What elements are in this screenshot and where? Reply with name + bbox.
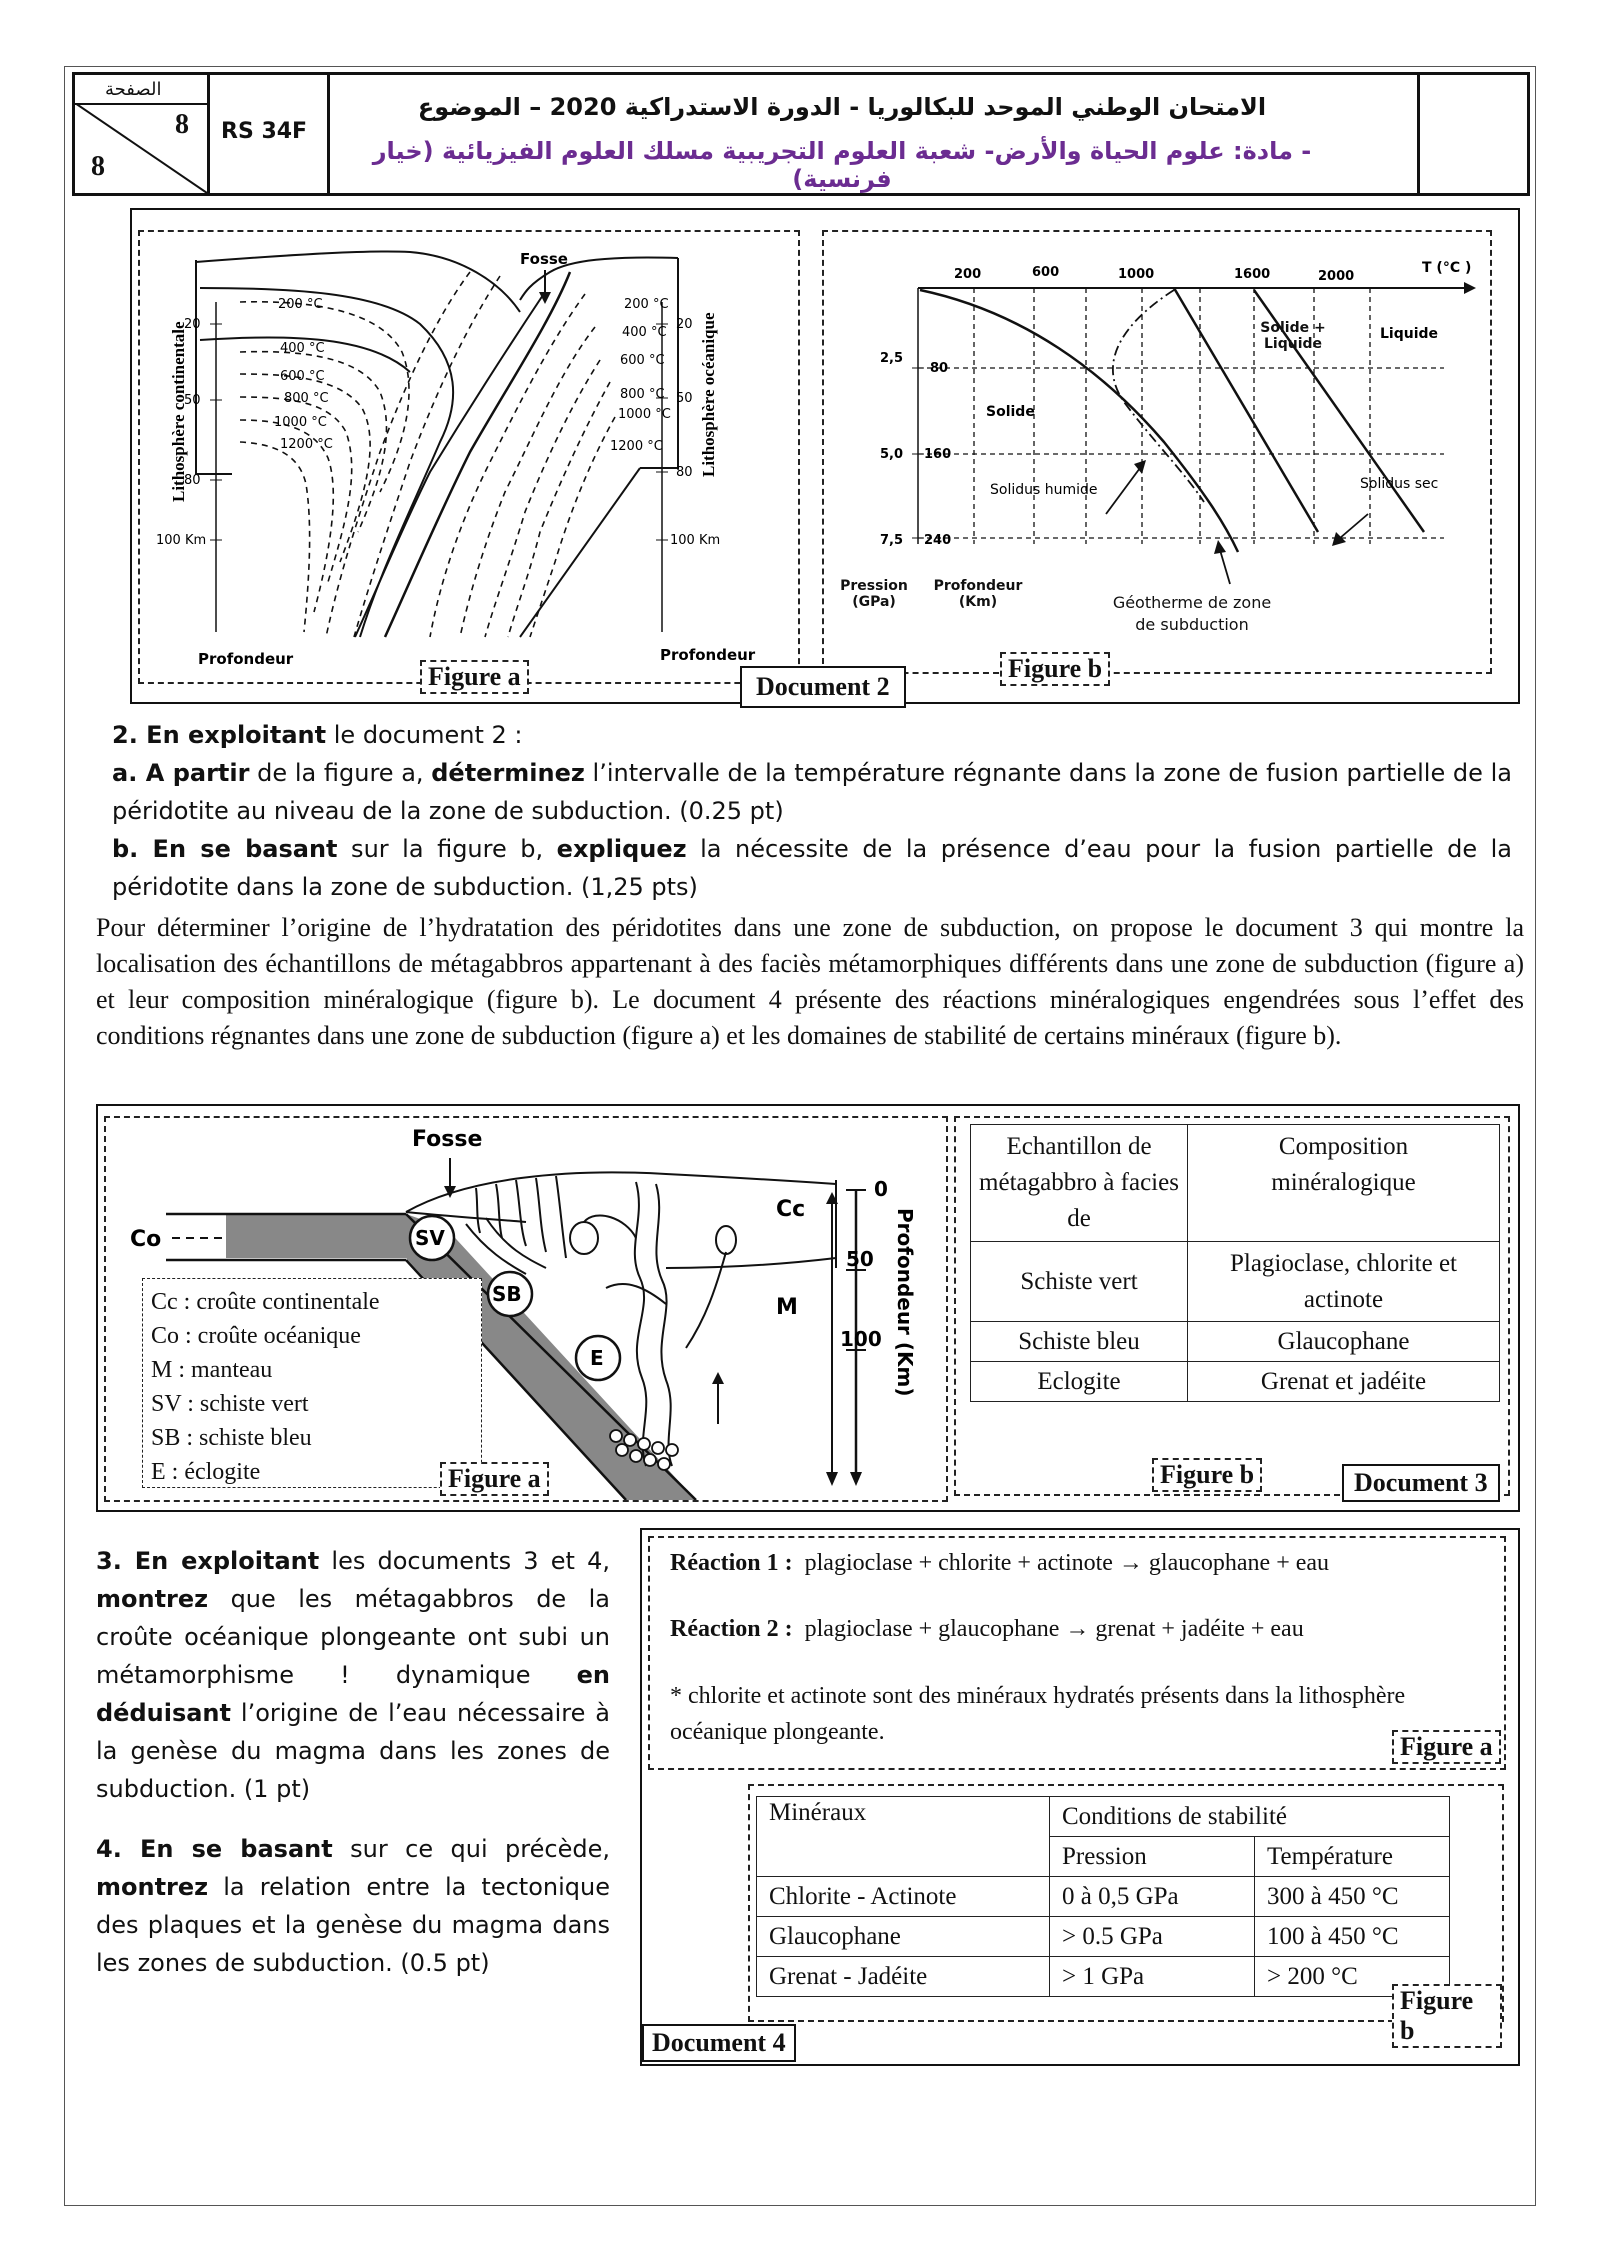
doc4-figure-a	[648, 1536, 1506, 1770]
total-pages: 8	[91, 151, 105, 182]
t-tick-600: 600	[1032, 265, 1060, 280]
q2-intro-bold: 2. En exploitant	[112, 721, 327, 749]
doc2-figure-b	[822, 230, 1492, 683]
header-temperature: Température	[1255, 1837, 1450, 1877]
q2b-bold2: expliquez	[556, 835, 687, 863]
row-3-composition: Grenat et jadéite	[1188, 1362, 1500, 1402]
header-echantillon: Echantillon de métagabbro à facies de	[971, 1125, 1188, 1242]
row-2-temperature: 100 à 450 °C	[1255, 1917, 1450, 1957]
sb-label: SB	[492, 1282, 522, 1306]
q4-text1: sur ce qui précède,	[332, 1835, 610, 1863]
right-tick-80: 80	[676, 465, 693, 480]
subduction-isotherm-diagram	[140, 232, 798, 682]
depth-tick-50: 50	[846, 1247, 874, 1271]
left-iso-200: 200 °C	[278, 297, 323, 312]
q3-bold3: en déduisant	[96, 1661, 610, 1727]
table-row	[757, 1917, 1450, 1957]
legend-e: E : éclogite	[151, 1459, 261, 1485]
row-1-mineral: Chlorite - Actinote	[757, 1877, 1050, 1917]
q2a-mid: de la figure a,	[249, 759, 432, 787]
question-2	[112, 716, 1512, 906]
fosse-label: Fosse	[520, 250, 568, 268]
reaction-2-equation: plagioclase + glaucophane → grenat + jadéite + eau	[804, 1616, 1304, 1642]
d-tick-80: 80	[930, 361, 949, 376]
table-row	[971, 1322, 1500, 1362]
page-box	[75, 75, 210, 193]
q2b-bold1: b. En se basant	[112, 835, 338, 863]
code-box	[207, 75, 330, 193]
left-iso-1200: 1200 °C	[280, 437, 333, 452]
t-axis-label: T (°C )	[1422, 260, 1472, 276]
right-iso-1000: 1000 °C	[618, 407, 671, 422]
depth-axis-title: Profondeur (Km)	[893, 1208, 917, 1397]
doc2-figure-b-label: Figure b	[1000, 652, 1110, 686]
left-axis-title: Lithosphère continentale	[169, 321, 188, 502]
reaction-1-equation: plagioclase + chlorite + actinote → glaucophane + eau	[804, 1550, 1330, 1576]
header-minerals: Minéraux	[757, 1797, 1050, 1877]
doc4-figure-b	[748, 1784, 1504, 2045]
legend-cc: Cc : croûte continentale	[151, 1289, 380, 1315]
row-3-pression: > 1 GPa	[1050, 1957, 1255, 1997]
left-tick-100: 100 Km	[156, 533, 207, 548]
legend-co: Co : croûte océanique	[151, 1323, 361, 1349]
left-tick-80: 80	[184, 473, 201, 488]
right-tick-50: 50	[676, 391, 693, 406]
table-row	[971, 1362, 1500, 1402]
co-label: Co	[130, 1227, 162, 1252]
right-profondeur: Profondeur	[660, 646, 756, 664]
document-2	[130, 208, 1520, 704]
doc3-figure-a	[104, 1116, 948, 1502]
doc4-figure-a-label: Figure a	[1392, 1730, 1501, 1764]
table-row	[971, 1242, 1500, 1322]
header	[72, 72, 1530, 196]
left-profondeur: Profondeur	[198, 650, 294, 668]
doc2-figure-a	[138, 230, 800, 691]
doc4-figure-b-label: Figure b	[1392, 1984, 1502, 2048]
q3-bold2: montrez	[96, 1585, 209, 1613]
left-tick-20: 20	[184, 317, 201, 332]
page-number: 8	[175, 109, 189, 140]
reaction-1	[670, 1550, 1329, 1577]
q3-text1: les documents 3 et 4,	[319, 1547, 610, 1575]
header-conditions: Conditions de stabilité	[1050, 1797, 1450, 1837]
reaction-1-label: Réaction 1 :	[670, 1550, 793, 1576]
p-tick-25: 2,5	[880, 351, 904, 366]
row-3-facies: Eclogite	[971, 1362, 1188, 1402]
geotherme-label: Géotherme de zone de subduction	[1112, 593, 1272, 635]
doc3-figure-a-label: Figure a	[440, 1462, 549, 1496]
q3-bold1: 3. En exploitant	[96, 1547, 320, 1575]
row-1-composition: Plagioclase, chlorite et actinote	[1188, 1242, 1500, 1322]
q4-bold2: montrez	[96, 1873, 209, 1901]
page-label: الصفحة	[105, 79, 162, 100]
right-tick-100: 100 Km	[670, 533, 721, 548]
row-1-facies: Schiste vert	[971, 1242, 1188, 1322]
row-2-composition: Glaucophane	[1188, 1322, 1500, 1362]
solidus-humide-label: Solidus humide	[990, 482, 1098, 498]
code: RS 34F	[221, 119, 308, 144]
row-1-pression: 0 à 0,5 GPa	[1050, 1877, 1255, 1917]
legend-m: M : manteau	[151, 1357, 273, 1383]
t-tick-1000: 1000	[1118, 267, 1155, 282]
document-3-label: Document 3	[1342, 1464, 1500, 1502]
doc3-legend	[142, 1278, 482, 1488]
title-line-2: - مادة: علوم الحياة والأرض- شعبة العلوم التجريبية مسلك العلوم الفيزيائية (خيار فرنسية)	[372, 137, 1312, 193]
composition-table	[970, 1124, 1500, 1402]
right-iso-400: 400 °C	[622, 325, 667, 340]
left-iso-1000: 1000 °C	[274, 415, 327, 430]
solide-liquide-label: Solide + Liquide	[1260, 320, 1326, 352]
depth-tick-100: 100	[840, 1327, 882, 1351]
doc2-figure-a-label: Figure a	[420, 660, 529, 694]
q2b-mid: sur la figure b,	[337, 835, 557, 863]
row-1-temperature: 300 à 450 °C	[1255, 1877, 1450, 1917]
title-line-1: الامتحان الوطني الموحد للبكالوريا - الدورة الاستدراكية 2020 – الموضوع	[417, 93, 1267, 121]
right-iso-1200: 1200 °C	[610, 439, 663, 454]
document-3	[96, 1104, 1520, 1512]
m-label: M	[776, 1295, 798, 1320]
header-pression: Pression	[1050, 1837, 1255, 1877]
q2a-rest: l’intervalle de la température régnante dans la zone de fusion partielle de la péridotite au niveau de la zone de subduction. (0.25 pt)	[112, 759, 1512, 825]
row-3-mineral: Grenat - Jadéite	[757, 1957, 1050, 1997]
legend-sv: SV : schiste vert	[151, 1391, 309, 1417]
document-4-label: Document 4	[642, 2024, 796, 2062]
right-iso-200: 200 °C	[624, 297, 669, 312]
depth-tick-0: 0	[874, 1177, 888, 1201]
t-tick-1600: 1600	[1234, 267, 1271, 282]
solide-label: Solide	[986, 404, 1035, 420]
reaction-2-label: Réaction 2 :	[670, 1616, 793, 1642]
table-row	[757, 1877, 1450, 1917]
row-2-facies: Schiste bleu	[971, 1322, 1188, 1362]
liquide-label: Liquide	[1380, 326, 1439, 342]
cc-label: Cc	[776, 1197, 806, 1222]
fosse-label: Fosse	[412, 1127, 483, 1152]
context-paragraph: Pour déterminer l’origine de l’hydratation des péridotites dans une zone de subduction, on propose le document 3 qui montre la localisation des échantillons de métagabbros appartenant à des faciès métamorphiques différents dans une zone de subduction (figure a) et leur composition minéralogique (figure b). Le document 4 présente des réactions minéralogiques engendrées sous l’effet des conditions régnantes dans une zone de subduction (figure a) et les domaines de stabilité de certains minéraux (figure b).	[96, 913, 1524, 1050]
solidus-sec-label: Solidus sec	[1360, 476, 1439, 492]
d-tick-240: 240	[924, 533, 952, 548]
q3-text2: que les métagabbros de la croûte océanique plongeante ont subi un métamorphisme ! dynamique	[96, 1585, 610, 1689]
stability-table	[756, 1796, 1450, 1997]
q3-text3: l’origine de l’eau nécessaire à la genèse du magma dans les zones de subduction. (1 pt)	[96, 1699, 610, 1803]
q4-text2: la relation entre la tectonique des plaques et la genèse du magma dans les zones de subduction. (0.5 pt)	[96, 1873, 610, 1977]
q2a-bold2: déterminez	[431, 759, 585, 787]
left-iso-800: 800 °C	[284, 391, 329, 406]
e-label: E	[590, 1346, 604, 1370]
q4-bold1: 4. En se basant	[96, 1835, 333, 1863]
hydrated-minerals-note: * chlorite et actinote sont des minéraux hydratés présents dans la lithosphère océanique plongeante.	[670, 1683, 1406, 1745]
q2b-rest: la nécessite de la présence d’eau pour la fusion partielle de la péridotite dans la zone de subduction. (1,25 pts)	[112, 835, 1513, 901]
table-header-row	[971, 1125, 1500, 1242]
legend-sb: SB : schiste bleu	[151, 1425, 312, 1451]
question-4	[96, 1830, 610, 1982]
sv-label: SV	[415, 1226, 445, 1250]
doc3-figure-b	[954, 1116, 1510, 1496]
t-tick-2000: 2000	[1318, 269, 1355, 284]
p-tick-50: 5,0	[880, 447, 904, 462]
right-tick-20: 20	[676, 317, 693, 332]
right-iso-600: 600 °C	[620, 353, 665, 368]
p-tick-75: 7,5	[880, 533, 904, 548]
row-3-temperature: > 200 °C	[1255, 1957, 1450, 1997]
doc3-figure-b-label: Figure b	[1152, 1458, 1262, 1492]
left-tick-50: 50	[184, 393, 201, 408]
q2a-bold1: a. A partir	[112, 759, 250, 787]
profondeur-axis-label: Profondeur (Km)	[933, 578, 1023, 610]
table-row	[757, 1957, 1450, 1997]
document-2-label: Document 2	[740, 666, 906, 708]
pression-axis-label: Pression (GPa)	[840, 578, 908, 610]
row-2-mineral: Glaucophane	[757, 1917, 1050, 1957]
reaction-2	[670, 1616, 1304, 1643]
left-iso-600: 600 °C	[280, 369, 325, 384]
question-3	[96, 1542, 610, 1808]
d-tick-160: 160	[924, 447, 952, 462]
q2-intro: le document 2 :	[326, 721, 523, 749]
t-tick-200: 200	[954, 267, 982, 282]
right-axis-title: Lithosphère océanique	[699, 312, 718, 477]
header-composition: Composition minéralogique	[1188, 1125, 1500, 1242]
document-4	[640, 1528, 1520, 2066]
row-2-pression: > 0.5 GPa	[1050, 1917, 1255, 1957]
left-iso-400: 400 °C	[280, 341, 325, 356]
right-iso-800: 800 °C	[620, 387, 665, 402]
